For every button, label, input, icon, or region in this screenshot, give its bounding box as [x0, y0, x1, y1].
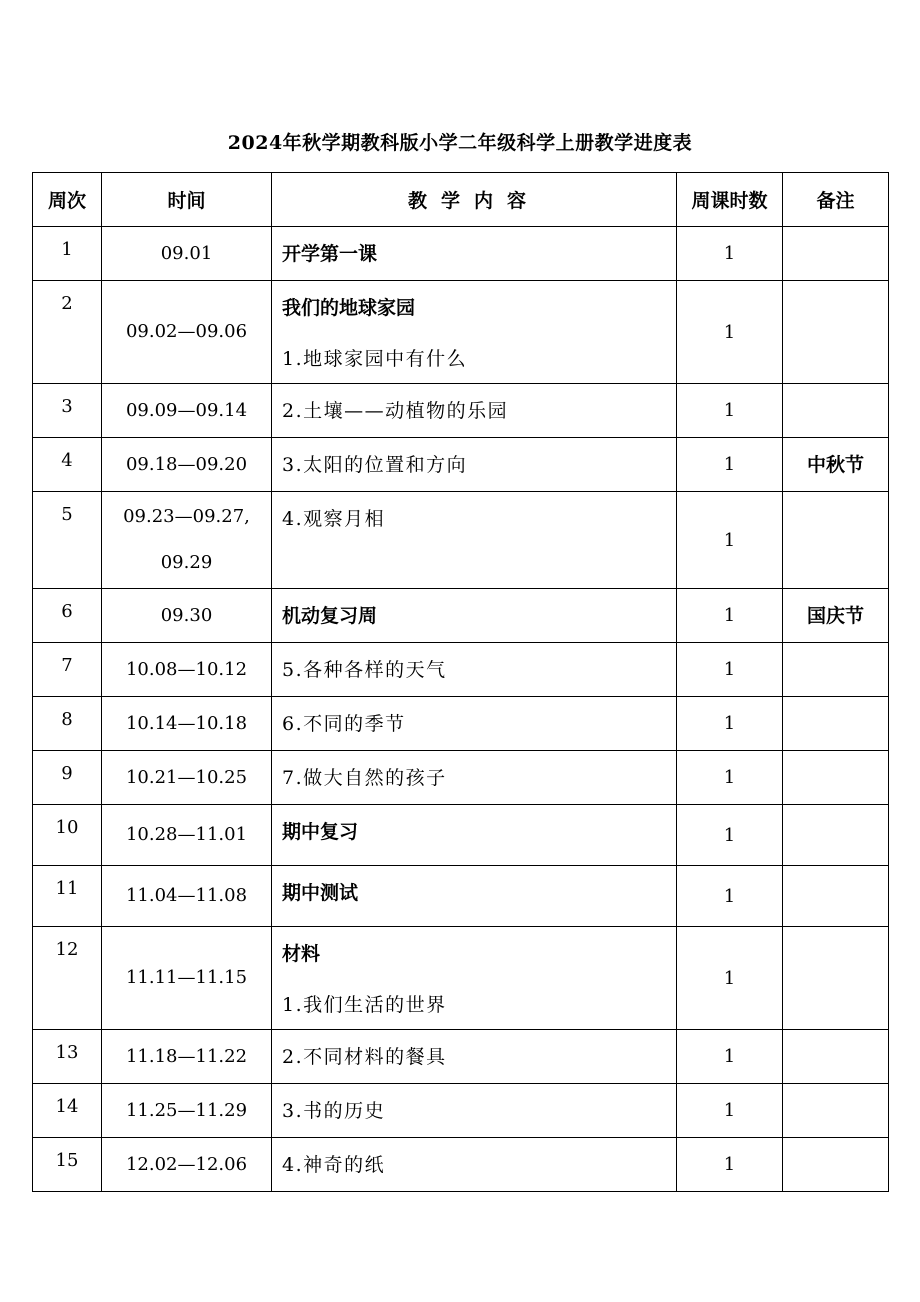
lesson-title: 3.太阳的位置和方向 [282, 454, 468, 476]
lesson-title: 2.不同材料的餐具 [282, 1046, 447, 1068]
cell-time [102, 697, 272, 751]
time-line: 09.23—09.27, [123, 506, 250, 527]
time-line: 09.18—09.20 [125, 453, 248, 475]
cell-content [272, 697, 677, 751]
document-title: 2024年秋学期教科版小学二年级科学上册教学进度表 [227, 132, 693, 154]
lesson-title: 1.地球家园中有什么 [282, 348, 468, 370]
cell-hours: 1 [677, 866, 783, 927]
unit-title: 期中测试 [282, 882, 359, 904]
cell-week: 2 [33, 281, 102, 384]
time-line: 11.04—11.08 [125, 885, 248, 906]
table-row [33, 1030, 889, 1084]
header-hours: 周课时数 [677, 173, 783, 227]
lesson-title: 1.我们生活的世界 [282, 994, 447, 1016]
cell-note: 国庆节 [783, 589, 889, 643]
table-body [33, 227, 889, 1192]
cell-hours: 1 [677, 927, 783, 1030]
table-header-row [33, 173, 889, 227]
cell-hours: 1 [677, 227, 783, 281]
cell-content [272, 1084, 677, 1138]
cell-week: 10 [33, 805, 102, 866]
cell-note [783, 751, 889, 805]
header-time: 时间 [102, 173, 272, 227]
cell-hours: 1 [677, 438, 783, 492]
table-row [33, 438, 889, 492]
time-line: 09.01 [160, 242, 213, 264]
cell-week: 4 [33, 438, 102, 492]
cell-content [272, 227, 677, 281]
cell-content [272, 751, 677, 805]
cell-note [783, 805, 889, 866]
unit-title: 我们的地球家园 [282, 297, 416, 319]
time-line: 09.30 [160, 604, 213, 626]
time-line: 10.21—10.25 [125, 766, 248, 788]
unit-title: 机动复习周 [282, 605, 378, 627]
header-note: 备注 [783, 173, 889, 227]
cell-hours: 1 [677, 805, 783, 866]
cell-time [102, 438, 272, 492]
table-row [33, 751, 889, 805]
cell-note [783, 384, 889, 438]
cell-note [783, 227, 889, 281]
cell-note [783, 1084, 889, 1138]
lesson-title: 3.书的历史 [282, 1100, 386, 1122]
cell-time [102, 927, 272, 1030]
cell-hours: 1 [677, 589, 783, 643]
cell-content [272, 438, 677, 492]
header-week: 周次 [33, 173, 102, 227]
cell-content [272, 643, 677, 697]
table-row [33, 589, 889, 643]
cell-week: 13 [33, 1030, 102, 1084]
cell-note [783, 927, 889, 1030]
cell-week: 3 [33, 384, 102, 438]
lesson-title: 4.观察月相 [282, 508, 386, 530]
lesson-title: 5.各种各样的天气 [282, 659, 447, 681]
cell-week: 7 [33, 643, 102, 697]
cell-content [272, 281, 677, 384]
unit-title: 开学第一课 [282, 243, 378, 265]
time-line: 09.09—09.14 [125, 399, 248, 421]
cell-note [783, 1138, 889, 1192]
cell-note [783, 697, 889, 751]
time-line: 10.14—10.18 [125, 712, 248, 734]
cell-time [102, 643, 272, 697]
lesson-title: 4.神奇的纸 [282, 1154, 386, 1176]
cell-time [102, 1138, 272, 1192]
lesson-title: 6.不同的季节 [282, 713, 406, 735]
cell-content [272, 589, 677, 643]
time-line: 10.08—10.12 [125, 658, 248, 680]
unit-title: 期中复习 [282, 821, 359, 843]
table-row [33, 927, 889, 1030]
table-row [33, 697, 889, 751]
cell-time [102, 1084, 272, 1138]
cell-note [783, 643, 889, 697]
table-row [33, 643, 889, 697]
cell-time [102, 1030, 272, 1084]
table-row [33, 866, 889, 927]
cell-week: 5 [33, 492, 102, 589]
cell-hours: 1 [677, 1084, 783, 1138]
time-line: 11.25—11.29 [125, 1099, 248, 1121]
unit-title: 材料 [282, 943, 321, 965]
cell-week: 8 [33, 697, 102, 751]
time-line: 12.02—12.06 [125, 1153, 248, 1175]
cell-content [272, 866, 677, 927]
cell-hours: 1 [677, 1030, 783, 1084]
cell-note [783, 866, 889, 927]
table-row [33, 1084, 889, 1138]
cell-time [102, 281, 272, 384]
cell-week: 9 [33, 751, 102, 805]
cell-time [102, 589, 272, 643]
schedule-table [32, 172, 889, 1192]
table-row [33, 492, 889, 589]
cell-note [783, 1030, 889, 1084]
cell-content [272, 384, 677, 438]
time-line: 11.18—11.22 [125, 1045, 248, 1067]
cell-week: 1 [33, 227, 102, 281]
cell-hours: 1 [677, 697, 783, 751]
cell-week: 14 [33, 1084, 102, 1138]
cell-hours: 1 [677, 492, 783, 589]
cell-week: 11 [33, 866, 102, 927]
time-line: 09.29 [160, 552, 213, 573]
cell-content [272, 492, 677, 589]
cell-content [272, 1138, 677, 1192]
cell-content [272, 927, 677, 1030]
header-content: 教学内容 [272, 173, 677, 227]
cell-time [102, 751, 272, 805]
cell-note [783, 492, 889, 589]
cell-week: 15 [33, 1138, 102, 1192]
cell-time [102, 492, 272, 589]
cell-hours: 1 [677, 643, 783, 697]
cell-content [272, 1030, 677, 1084]
cell-note [783, 281, 889, 384]
table-row [33, 805, 889, 866]
cell-hours: 1 [677, 384, 783, 438]
time-line: 10.28—11.01 [125, 824, 248, 845]
table-row [33, 227, 889, 281]
cell-content [272, 805, 677, 866]
cell-hours: 1 [677, 751, 783, 805]
lesson-title: 2.土壤——动植物的乐园 [282, 400, 509, 422]
cell-hours: 1 [677, 1138, 783, 1192]
lesson-title: 7.做大自然的孩子 [282, 767, 447, 789]
cell-time [102, 384, 272, 438]
cell-time [102, 866, 272, 927]
table-row [33, 1138, 889, 1192]
cell-time [102, 805, 272, 866]
table-row [33, 384, 889, 438]
time-line: 11.11—11.15 [125, 967, 248, 988]
time-line: 09.02—09.06 [125, 321, 248, 342]
cell-week: 6 [33, 589, 102, 643]
cell-week: 12 [33, 927, 102, 1030]
cell-time [102, 227, 272, 281]
table-row [33, 281, 889, 384]
cell-hours: 1 [677, 281, 783, 384]
cell-note: 中秋节 [783, 438, 889, 492]
